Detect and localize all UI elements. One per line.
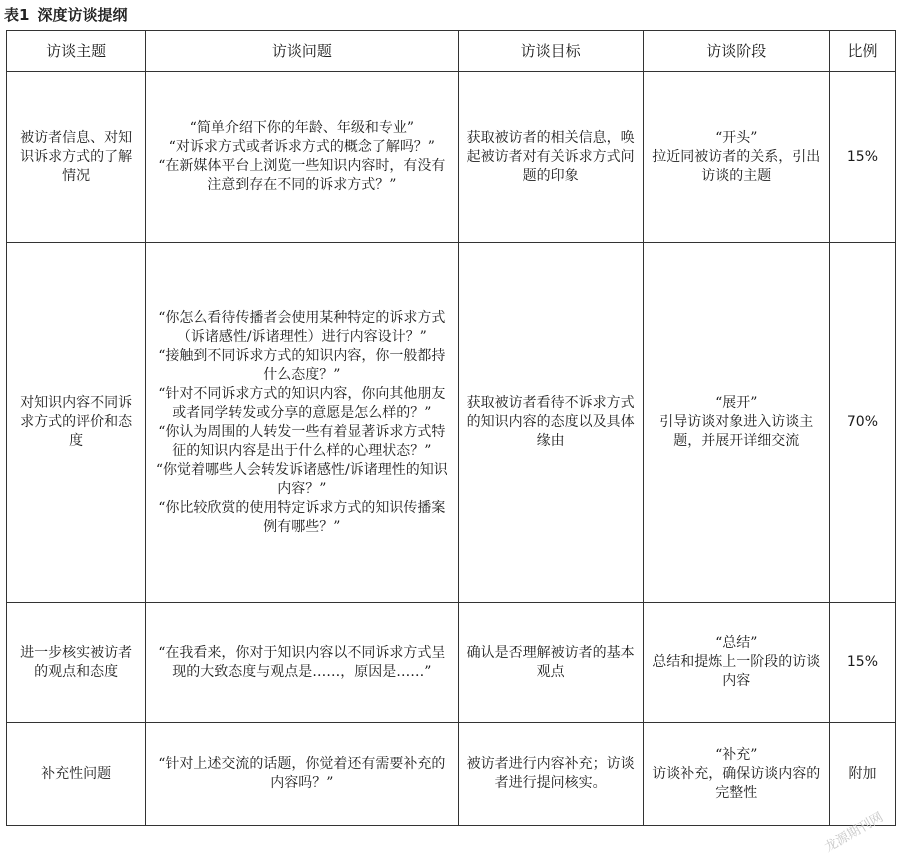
question-text: “对诉求方式或者诉求方式的概念了解吗？” [168, 139, 435, 155]
header-goal: 访谈目标 [458, 31, 643, 72]
table-header-row [7, 31, 896, 72]
table-row [7, 603, 896, 723]
stage-cell [643, 723, 829, 826]
stage-cell [643, 243, 829, 603]
table-row [7, 243, 896, 603]
question-text: “你觉着哪些人会转发诉诸感性/诉诸理性的知识内容？” [155, 461, 448, 497]
caption-label: 表1 [4, 6, 30, 24]
ratio-cell: 15% [829, 603, 895, 723]
question-text: “你认为周围的人转发一些有着显著诉求方式特征的知识内容是出于什么样的心理状态？” [158, 423, 446, 459]
stage-description: 总结和提炼上一阶段的访谈内容 [652, 654, 821, 689]
questions-cell [146, 603, 458, 723]
questions-cell [146, 243, 458, 603]
goal-cell: 获取被访者的相关信息，唤起被访者对有关诉求方式问题的印象 [458, 72, 643, 243]
table-caption [4, 4, 127, 25]
stage-cell [643, 603, 829, 723]
question-text: “你比较欣赏的使用特定诉求方式的知识传播案例有哪些？” [158, 499, 446, 535]
topic-cell: 进一步核实被访者的观点和态度 [7, 603, 146, 723]
stage-name: “展开” [715, 395, 758, 411]
watermark: 龙源期刊网 [822, 810, 886, 856]
goal-cell: 获取被访者看待不诉求方式的知识内容的态度以及具体缘由 [458, 243, 643, 603]
questions-cell [146, 72, 458, 243]
ratio-cell: 70% [829, 243, 895, 603]
topic-cell: 被访者信息、对知识诉求方式的了解情况 [7, 72, 146, 243]
ratio-cell: 15% [829, 72, 895, 243]
goal-cell: 被访者进行内容补充；访谈者进行提问核实。 [458, 723, 643, 826]
question-text: “针对上述交流的话题，你觉着还有需要补充的内容吗？” [158, 756, 446, 791]
header-ratio: 比例 [829, 31, 895, 72]
stage-cell [643, 72, 829, 243]
stage-description: 访谈补充，确保访谈内容的完整性 [652, 765, 821, 801]
header-stage: 访谈阶段 [643, 31, 829, 72]
ratio-cell: 附加 [829, 723, 895, 826]
stage-name: “开头” [715, 129, 758, 146]
question-text: “简单介绍下你的年龄、年级和专业” [189, 120, 414, 136]
stage-name: “补充” [715, 746, 758, 763]
header-topic: 访谈主题 [7, 31, 146, 72]
question-text: “针对不同诉求方式的知识内容，你向其他朋友或者同学转发或分享的意愿是怎么样的？” [158, 385, 446, 421]
table-row [7, 72, 896, 243]
topic-cell: 补充性问题 [7, 723, 146, 826]
question-text: “接触到不同诉求方式的知识内容，你一般都持什么态度？” [158, 347, 446, 383]
question-text: “在我看来，你对于知识内容以不同诉求方式呈现的大致态度与观点是……，原因是……” [158, 644, 446, 680]
interview-outline-table [6, 30, 896, 826]
question-text: “你怎么看待传播者会使用某种特定的诉求方式（诉诸感性/诉诸理性）进行内容设计？” [158, 309, 446, 345]
questions-cell [146, 723, 458, 826]
caption-title: 深度访谈提纲 [37, 6, 128, 24]
stage-description: 拉近同被访者的关系，引出访谈的主题 [652, 148, 821, 184]
goal-cell: 确认是否理解被访者的基本观点 [458, 603, 643, 723]
question-text: “在新媒体平台上浏览一些知识内容时，有没有注意到存在不同的诉求方式？” [158, 158, 446, 193]
stage-name: “总结” [715, 635, 758, 651]
table-row [7, 723, 896, 826]
topic-cell: 对知识内容不同诉求方式的评价和态度 [7, 243, 146, 603]
header-questions: 访谈问题 [146, 31, 458, 72]
stage-description: 引导访谈对象进入访谈主题，并展开详细交流 [659, 414, 814, 449]
